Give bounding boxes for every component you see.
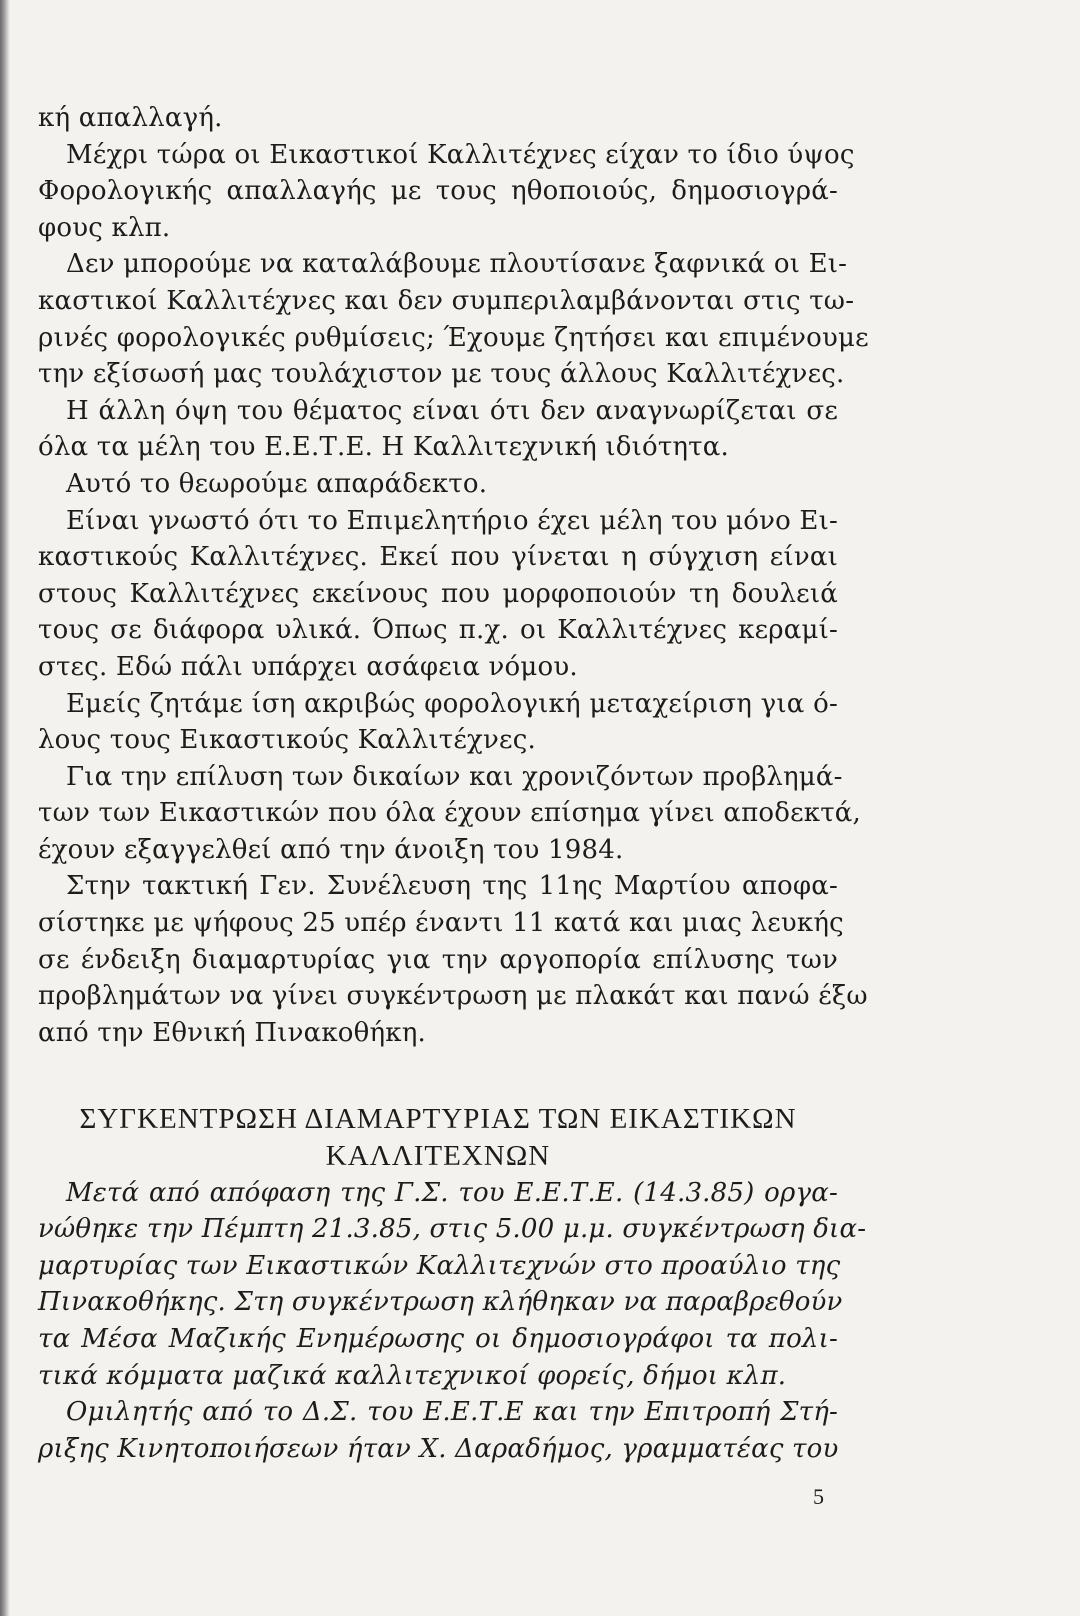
text-line: Για την επίλυση των δικαίων και χρονιζόντων προβλημά- bbox=[66, 761, 843, 792]
italic-text-line: μαρτυρίας των Εικαστικών Καλλιτεχνών στο προαύλιο της bbox=[38, 1250, 841, 1281]
text-line: Η άλλη όψη του θέματος είναι ότι δεν αναγνωρίζεται σε bbox=[66, 395, 838, 426]
italic-text-line: Ομιλητής από το Δ.Σ. του Ε.Ε.Τ.Ε και την Επιτροπή Στή- bbox=[66, 1397, 838, 1428]
text-line: από την Εθνική Πινακοθήκη. bbox=[38, 1017, 426, 1048]
text-line: όλα τα μέλη του Ε.Ε.Τ.Ε. Η Καλλιτεχνική ιδιότητα. bbox=[38, 432, 729, 463]
text-line: καστικούς Καλλιτέχνες. Εκεί που γίνεται η σύγχιση είναι bbox=[38, 542, 838, 573]
italic-text-line: Πινακοθήκης. Στη συγκέντρωση κλήθηκαν να παραβρεθούν bbox=[38, 1287, 843, 1318]
italic-text-line: ριξης Κινητοποιήσεων ήταν Χ. Δαραδήμος, γραμματέας του bbox=[38, 1433, 839, 1464]
italic-text-line: τα Μέσα Μαζικής Ενημέρωσης οι δημοσιογράφοι τα πολι- bbox=[38, 1324, 838, 1354]
text-line: ρινές φορολογικές ρυθμίσεις; Έχουμε ζητήσει και επιμένουμε bbox=[38, 322, 869, 353]
text-line: κή απαλλαγή. bbox=[38, 103, 223, 133]
text-line: καστικοί Καλλιτέχνες και δεν συμπεριλαμβάνονται στις τω- bbox=[38, 285, 855, 316]
section-spacer bbox=[38, 1051, 838, 1101]
text-line: Αυτό το θεωρούμε απαράδεκτο. bbox=[66, 468, 488, 499]
text-line: σε ένδειξη διαμαρτυρίας για την αργοπορία επίλυσης των bbox=[38, 944, 838, 975]
italic-text-line: νώθηκε την Πέμπτη 21.3.85, στις 5.00 μ.μ. συγκέντρωση δια- bbox=[38, 1214, 867, 1245]
text-line: έχουν εξαγγελθεί από την άνοιξη του 1984. bbox=[38, 834, 624, 865]
text-line: Μέχρι τώρα οι Εικαστικοί Καλλιτέχνες είχαν το ίδιο ύψος bbox=[66, 139, 855, 170]
text-line: στους Καλλιτέχνες εκείνους που μορφοποιούν τη δουλειά bbox=[38, 578, 838, 609]
section-heading-line: ΣΥΓΚΕΝΤΡΩΣΗ ΔΙΑΜΑΡΤΥΡΙΑΣ ΤΩΝ ΕΙΚΑΣΤΙΚΩΝ bbox=[79, 1103, 797, 1136]
text-line: των των Εικαστικών που όλα έχουν επίσημα γίνει αποδεκτά, bbox=[38, 798, 862, 829]
page-number: 5 bbox=[813, 1484, 824, 1509]
text-line: Στην τακτική Γεν. Συνέλευση της 11ης Μαρτίου αποφα- bbox=[66, 871, 838, 902]
text-line: φους κλπ. bbox=[38, 212, 171, 243]
text-line: την εξίσωσή μας τουλάχιστον με τους άλλους Καλλιτέχνες. bbox=[38, 359, 845, 390]
text-line: τους σε διάφορα υλικά. Όπως π.χ. οι Καλλιτέχνες κεραμί- bbox=[38, 615, 838, 646]
text-line: προβλημάτων να γίνει συγκέντρωση με πλακάτ και πανώ έξω bbox=[38, 981, 868, 1012]
text-line: Δεν μπορούμε να καταλάβουμε πλουτίσανε ξαφνικά οι Ει- bbox=[66, 249, 848, 280]
text-line: Φορολογικής απαλλαγής με τους ηθοποιούς, δημοσιογρά- bbox=[38, 176, 838, 207]
text-line: Εμείς ζητάμε ίση ακριβώς φορολογική μεταχείριση για ό- bbox=[66, 688, 838, 719]
italic-text-line: τικά κόμματα μαζικά καλλιτεχνικοί φορείς, δήμοι κλπ. bbox=[38, 1360, 787, 1391]
text-line: Είναι γνωστό ότι το Επιμελητήριο έχει μέλη του μόνο Ει- bbox=[66, 505, 838, 536]
text-line: στες. Εδώ πάλι υπάρχει ασάφεια νόμου. bbox=[38, 651, 578, 682]
section-heading-line: ΚΑΛΛΙΤΕΧΝΩΝ bbox=[325, 1140, 551, 1173]
italic-text-line: Μετά από απόφαση της Γ.Σ. του Ε.Ε.Τ.Ε. (14.3.85) οργα- bbox=[66, 1177, 838, 1208]
page-binding-edge bbox=[0, 0, 10, 1616]
text-line: λους τους Εικαστικούς Καλλιτέχνες. bbox=[38, 725, 536, 756]
text-line: σίστηκε με ψήφους 25 υπέρ έναντι 11 κατά και μιας λευκής bbox=[38, 908, 844, 939]
document-page bbox=[38, 100, 869, 1467]
